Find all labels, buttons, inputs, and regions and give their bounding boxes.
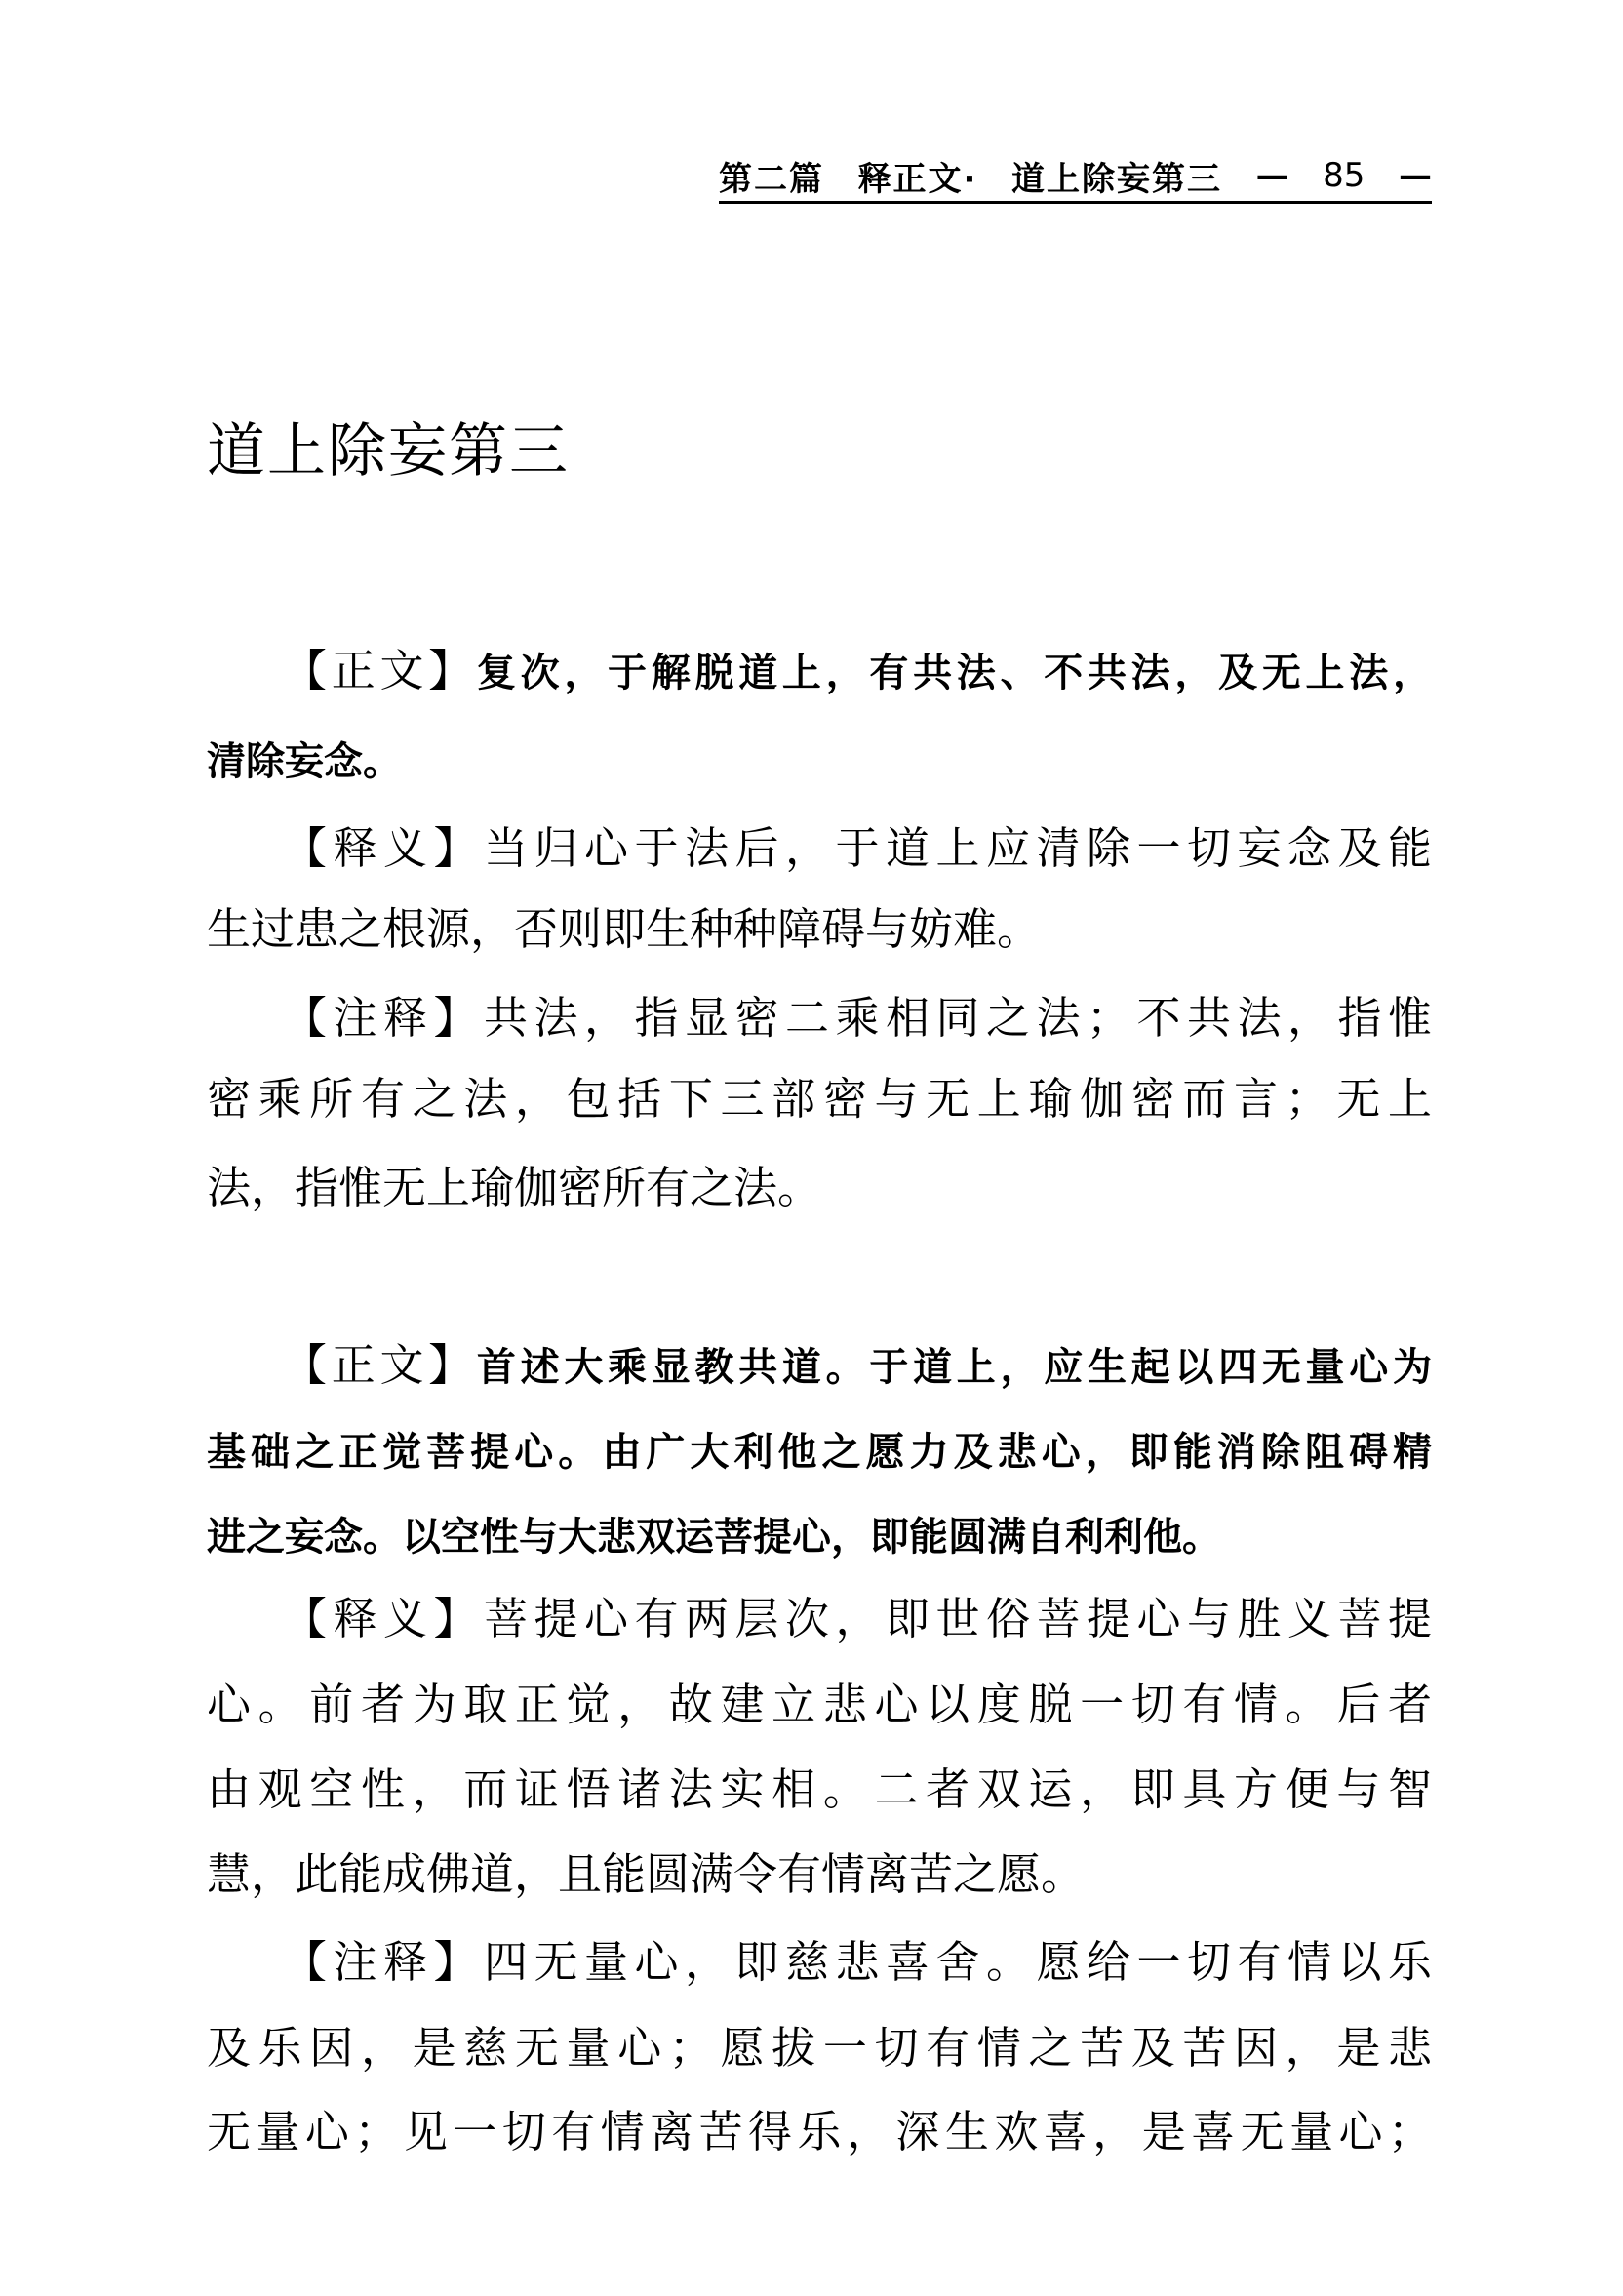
shiyi-line: [283, 814, 1432, 883]
text: 进之妄念。以空性与大悲双运菩提心，即能圆满自利利他。: [207, 1515, 1221, 1560]
text: 心。前者为取正觉，故建立悲心以度脱一切有情。后者: [207, 1679, 1432, 1730]
label-zhengwen: 【正文】: [283, 1339, 477, 1391]
text: 生过患之根源，否则即生种种障碍与妨难。: [207, 903, 1042, 955]
running-header: [719, 154, 1432, 197]
header-part: 第二篇: [719, 159, 824, 199]
text: 复次，于解脱道上，有共法、不共法，及无上法，: [476, 651, 1432, 695]
text: 由观空性，而证悟诸法实相。二者双运，即具方便与智: [207, 1763, 1432, 1815]
text: 慧，此能成佛道，且能圆满令有情离苦之愿。: [207, 1848, 1086, 1900]
label-shiyi: 【释义】: [283, 822, 484, 874]
header-chapter: 道上除妄第三: [1011, 159, 1223, 199]
shiyi-line: [283, 1585, 1432, 1653]
text: 无量心；见一切有情离苦得乐，深生欢喜，是喜无量心；: [207, 2106, 1432, 2157]
shiyi-line: [207, 1841, 1432, 1909]
text: 清除妄念。: [207, 739, 402, 784]
label-zhushi: 【注释】: [283, 1936, 484, 1988]
header-dash: —: [1255, 156, 1289, 195]
label-zhushi: 【注释】: [283, 992, 484, 1044]
text: 基础之正觉菩提心。由广大利他之愿力及悲心，即能消除阻碍精: [207, 1430, 1432, 1475]
zhushi-line: [207, 2014, 1432, 2082]
text: 四无量心，即慈悲喜舍。愿给一切有情以乐: [484, 1936, 1432, 1988]
zhushi-line: [207, 1065, 1432, 1133]
zhushi-line: [207, 2098, 1432, 2166]
text: 共法，指显密二乘相同之法；不共法，指惟: [484, 992, 1432, 1044]
zhengwen-line: [207, 1416, 1432, 1484]
text: 法，指惟无上瑜伽密所有之法。: [207, 1162, 822, 1213]
label-shiyi: 【释义】: [283, 1593, 484, 1644]
zhengwen-line: [283, 1331, 1432, 1400]
page-number: 85: [1323, 156, 1366, 195]
text: 菩提心有两层次，即世俗菩提心与胜义菩提: [484, 1593, 1432, 1644]
text: 密乘所有之法，包括下三部密与无上瑜伽密而言；无上: [207, 1073, 1432, 1125]
zhengwen-line: [207, 1501, 1432, 1569]
text: 首述大乘显教共道。于道上，应生起以四无量心为: [476, 1345, 1432, 1390]
label-zhengwen: 【正文】: [283, 645, 477, 696]
zhushi-line: [283, 1928, 1432, 1997]
text: 及乐因，是慈无量心；愿拔一切有情之苦及苦因，是悲: [207, 2022, 1432, 2074]
zhengwen-line: [207, 726, 1432, 794]
header-rule: [719, 201, 1432, 204]
header-dash: —: [1399, 156, 1432, 195]
zhushi-line: [207, 1154, 1432, 1222]
shiyi-line: [207, 1671, 1432, 1739]
chapter-title: 道上除妄第三: [207, 417, 570, 486]
zhushi-line: [283, 984, 1432, 1052]
shiyi-line: [207, 1756, 1432, 1824]
shiyi-line: [207, 895, 1432, 964]
zhengwen-line: [283, 637, 1432, 705]
text: 当归心于法后，于道上应清除一切妄念及能: [484, 822, 1432, 874]
header-section: 释正文·: [857, 159, 978, 199]
